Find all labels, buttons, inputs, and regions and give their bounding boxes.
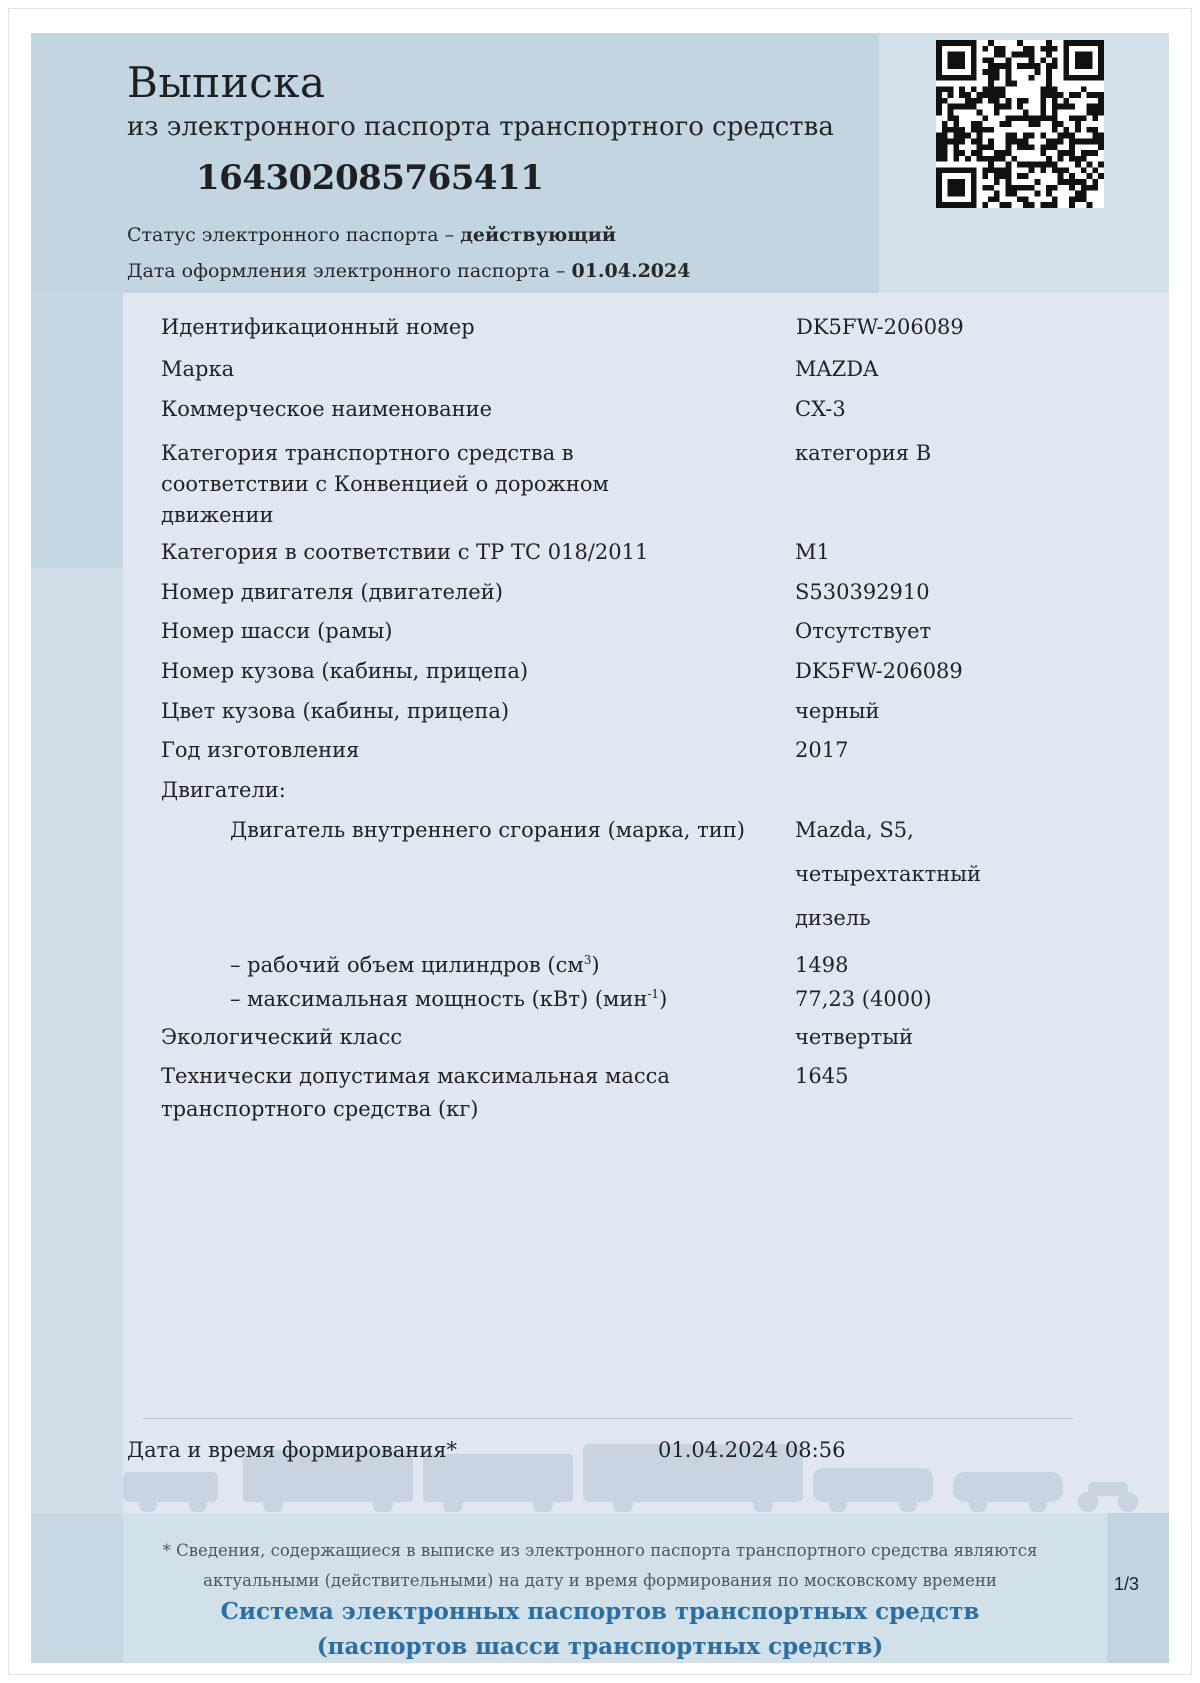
field-label-category: Категория транспортного средства в соответствии с Конвенцией о дорожном движении xyxy=(161,441,609,527)
field-label-displacement xyxy=(230,950,600,981)
footnote xyxy=(150,1536,1050,1596)
document-title: Выписка xyxy=(127,58,326,107)
field-value-engine-number: S530392910 xyxy=(795,580,930,604)
footnote-line-1: * Сведения, содержащиеся в выписке из электронного паспорта транспортного средства являются xyxy=(162,1541,1038,1560)
field-label-eco-class: Экологический класс xyxy=(161,1025,403,1049)
document-subtitle: из электронного паспорта транспортного средства xyxy=(127,112,834,142)
field-label-power xyxy=(230,984,667,1015)
field-label-engine-number: Номер двигателя (двигателей) xyxy=(161,580,503,604)
field-value-displacement: 1498 xyxy=(795,953,849,977)
power-label-text: – максимальная мощность (кВт) (мин xyxy=(230,987,648,1011)
field-label-mass-line-1: Технически допустимая максимальная масса xyxy=(161,1064,670,1088)
date-prefix: Дата оформления электронного паспорта – xyxy=(127,260,572,282)
field-value-body-color: черный xyxy=(795,699,880,723)
status-value: действующий xyxy=(460,224,616,246)
system-name-line-1: Система электронных паспортов транспортных средств xyxy=(220,1598,980,1625)
field-value-ice-line-1: Mazda, S5, xyxy=(795,818,914,842)
system-name xyxy=(150,1594,1050,1664)
status-prefix: Статус электронного паспорта – xyxy=(127,224,461,246)
field-label-make: Марка xyxy=(161,357,235,381)
field-label-body-color: Цвет кузова (кабины, прицепа) xyxy=(161,699,510,723)
passport-number: 164302085765411 xyxy=(196,158,544,198)
displacement-label-text: – рабочий объем цилиндров (см xyxy=(230,953,584,977)
displacement-label-close: ) xyxy=(591,953,600,977)
field-label-model: Коммерческое наименование xyxy=(161,397,493,421)
field-value-mass: 1645 xyxy=(795,1064,849,1088)
field-label-ice: Двигатель внутреннего сгорания (марка, тип) xyxy=(230,818,745,842)
field-value-tr-category: M1 xyxy=(795,540,830,564)
system-name-line-2: (паспортов шасси транспортных средств) xyxy=(316,1633,884,1660)
field-label-vin: Идентификационный номер xyxy=(161,315,475,339)
field-value-power: 77,23 (4000) xyxy=(795,987,932,1011)
generated-datetime-value: 01.04.2024 08:56 xyxy=(658,1438,846,1462)
page-number: 1/3 xyxy=(1114,1574,1140,1594)
field-value-vin: DK5FW-206089 xyxy=(796,315,964,339)
generated-datetime-label: Дата и время формирования* xyxy=(127,1438,458,1462)
field-label-tr-category: Категория в соответствии с ТР ТС 018/2011 xyxy=(161,540,649,564)
field-value-category: категория B xyxy=(795,441,932,465)
field-value-model: CX-3 xyxy=(795,397,846,421)
field-value-body-number: DK5FW-206089 xyxy=(795,659,963,683)
date-value: 01.04.2024 xyxy=(571,260,691,282)
power-unit-sup: -1 xyxy=(647,987,660,1001)
field-value-ice-line-3: дизель xyxy=(795,906,871,930)
engines-heading: Двигатели: xyxy=(161,778,286,802)
field-label-chassis-number: Номер шасси (рамы) xyxy=(161,619,393,643)
field-value-eco-class: четвертый xyxy=(795,1025,913,1049)
footnote-line-2: актуальными (действительными) на дату и время формирования по московскому времени xyxy=(203,1571,997,1590)
separator-line xyxy=(143,1418,1073,1419)
power-label-close: ) xyxy=(659,987,668,1011)
field-value-chassis-number: Отсутствует xyxy=(795,619,932,643)
field-value-make: MAZDA xyxy=(795,357,879,381)
field-value-year: 2017 xyxy=(795,738,849,762)
field-value-ice-line-2: четырехтактный xyxy=(795,862,981,886)
displacement-unit-sup: 3 xyxy=(583,953,592,967)
field-label-year: Год изготовления xyxy=(161,738,360,762)
field-label-mass-line-2: транспортного средства (кг) xyxy=(161,1097,479,1121)
field-label-body-number: Номер кузова (кабины, прицепа) xyxy=(161,659,529,683)
